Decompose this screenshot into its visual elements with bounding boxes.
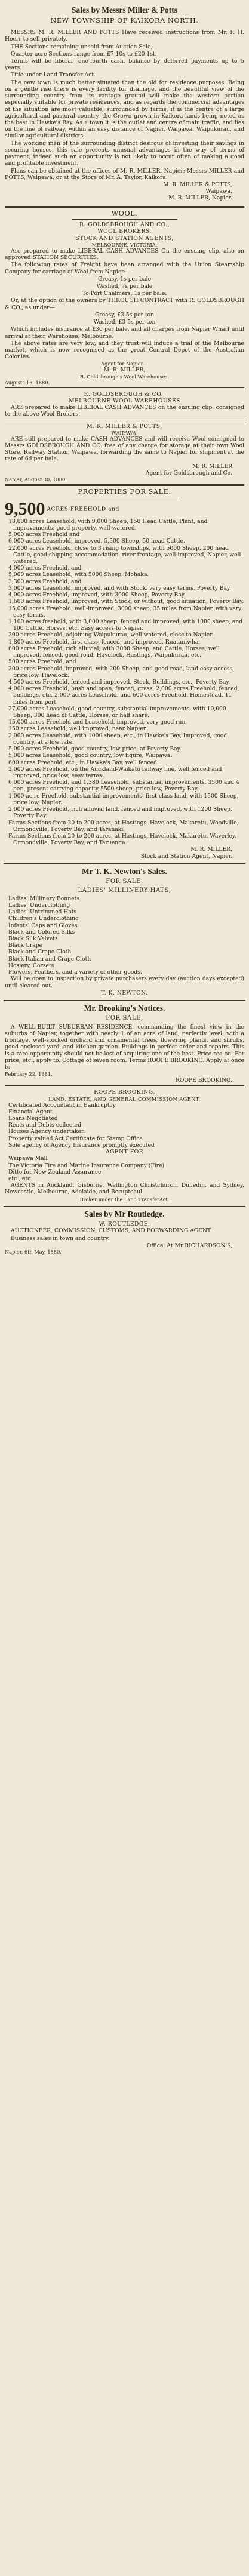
list-item: 5,000 acres Leasehold, with 5000 Sheep, Mohaka. <box>8 571 149 578</box>
list-item: Black Silk Velvets <box>8 935 58 942</box>
ad-title: WOOL. <box>111 209 138 217</box>
date: Napier, 6th May, 1880. <box>5 1249 62 1255</box>
firm-name: ROOPE BROOKING, <box>94 1089 155 1096</box>
broker-line: Broker under the Land TransferAct. <box>79 1196 170 1202</box>
rate-line: Greasy, 1s per bale <box>97 275 152 282</box>
list-item: Farms Sections from 20 to 200 acres, at Hastings, Havelock, Makaretu, Waverley, Ormondville, Poverty Bay, and Taruenga. <box>8 832 236 847</box>
list-item: 18,000 acres Leasehold, with 9,000 Sheep, 150 Head Cattle, Plant, and improvements; good property, well-watered. <box>8 518 208 531</box>
list-item: Black Italian and Crape Cloth <box>8 955 91 962</box>
paragraph: The new town is much better situated than the old for residence purposes. Being on a gentle rise there is every facility for drainage, and the beautiful view of the surrounding country from its vantage ground will make the western portion especially suitable for private residences, and as regards the commercial advantages of the situation are most valuable; surrounded by farms, it is the centre of a large agricultural and pastoral country, the Crown grown in Kaikora lands being noted as the best in Hawke's Bay. As a town it is the outlet and centre of main traffic, and lies on the line of railway, within an easy distance of Napier, Waipawa, Waipukurau, and similar agricultural districts. <box>5 79 244 140</box>
firm-name: R. GOLDSBROUGH AND CO., <box>79 221 170 229</box>
paragraph: The working men of the surrounding district desirous of investing their savings in securing houses, this sale presents unusual advantages in the way of terms of payment; indeed such an opportunity is not likely to occur often of making a good and profitable investment. <box>5 140 244 167</box>
signature: Agent for Goldsbrough and Co. <box>145 469 232 476</box>
list-item: Financial Agent <box>8 1108 53 1115</box>
section-header: Mr T. K. Newton's Sales. <box>82 866 167 876</box>
firm-name: W. ROUTLEDGE, <box>99 1221 150 1228</box>
routledge-section <box>4 1206 245 1258</box>
signature: M. R. MILLER, Napier. <box>168 195 232 202</box>
rate-line: To Port Chalmers, 1s per bale. <box>82 290 167 297</box>
divider <box>5 387 244 389</box>
list-item: Ladies' Underclothing <box>8 901 70 909</box>
paragraph: Which includes insurance at £30 per bale, and all charges from Napier Wharf until arrival at their Warehouse, Melbourne. <box>5 326 244 340</box>
signature: R. Goldsbrough's Wool Warehouses. <box>79 373 170 380</box>
agent-list <box>5 1155 244 1182</box>
firm-name: STOCK AND STATION AGENTS, <box>75 235 174 242</box>
divider <box>5 1085 244 1087</box>
divider <box>5 420 244 421</box>
paragraph: Quarter-acre Sections range from £7 10s to £20 1st. <box>11 50 157 57</box>
signature: T. K. NEWTON. <box>101 989 148 996</box>
property-lead <box>5 500 244 518</box>
list-item: 150 acres Leasehold, well improved, near Napier. <box>8 725 147 733</box>
lead-text: ACRES FREEHOLD and <box>47 506 119 513</box>
signature: M. R. MILLER, <box>190 846 232 853</box>
paragraph: The following rates of Freight have been arranged with the Union Steamship Company for carriage of Wool from Napier:— <box>5 261 244 275</box>
big-number: 9,500 <box>5 498 45 519</box>
list-item: Houses Agency undertaken <box>8 1128 85 1135</box>
section-header: Mr. Brooking's Notices. <box>84 1003 165 1012</box>
list-item: 2,000 acres Leasehold, with 1000 sheep, etc., in Hawke's Bay, Improved, good country, at a low rate. <box>8 732 228 746</box>
list-item: 4,000 acres Freehold, and <box>8 565 82 572</box>
list-item: Sole agency of Agency Insurance promptly executed <box>8 1141 155 1149</box>
list-item: 22,000 acres Freehold, close to 3 rising townships, with 5000 Sheep, 200 head Cattle, good shipping accommodation, river frontage, well-improved, Napier, well watered. <box>8 544 241 565</box>
signature: M. R. MILLER, <box>103 367 146 374</box>
list-item: Property valued Act Certificate for Stamp Office <box>8 1135 143 1142</box>
ad-title: FOR SALE, <box>106 878 143 885</box>
date: Augusts 13, 1880. <box>5 379 50 386</box>
service-list <box>5 1102 244 1149</box>
divider <box>5 484 244 486</box>
list-item: Rents and Debts collected <box>8 1122 81 1129</box>
list-item: etc., etc. <box>8 1175 33 1182</box>
list-item: 2,000 acres Freehold, rich alluvial land, fenced and improved, with 1200 Sheep, Poverty Bay. <box>8 806 232 820</box>
paragraph: ARE still prepared to make CASH ADVANCES and will receive Wool consigned to Messrs GOLDSBROUGH AND CO. free of any charge for storage at their own Wool Store, Railway Station, Waipawa, forwarding the same to Napier for shipment at the rate of 6d per bale. <box>5 435 244 463</box>
list-item: Infants' Caps and Gloves <box>8 922 78 929</box>
signature: M. R. MILLER & POTTS, <box>163 181 232 188</box>
paragraph: MESSRS M. R. MILLER AND POTTS Have received instructions from Mr. F. H. Hoerr to sell privately, <box>5 29 244 43</box>
signature: Waipawa, <box>205 188 232 195</box>
signature: ROOPE BROOKING. <box>176 1077 232 1084</box>
paragraph: A WELL-BUILT SUBURBAN RESIDENCE, commanding the finest view in the suburbs of Napier, together with nearly 1 of an acre of land, perfectly level, with a frontage, well-stocked orchard and ornamental trees, flowering plants, and shrubs, good enclosed yard, and kitchen garden. Buildings in perfect order and repairs. This is a rare opportunity should not be lost of acquiring one of the best. Price rea on. For price, etc., apply to. Cottage of seven room. Terms ROOPE BROOKING. Apply at once to <box>5 1023 244 1070</box>
list-item: 6,000 acres Leasehold, improved, 5,500 Sheep, 50 head Cattle. <box>8 538 185 545</box>
list-item: 5,000 acres Leasehold, good country, low figure, Waipawa. <box>8 752 173 759</box>
place: WAIPAWA, <box>111 429 138 436</box>
rate-line: Washed, 7s per bale <box>96 283 153 290</box>
miller-section <box>4 2 245 863</box>
agent-label: AGENT FOR <box>105 1149 144 1156</box>
date: February 22, 1881. <box>5 1071 53 1078</box>
ad-title: R. GOLDSBROUGH & CO., <box>84 390 165 398</box>
list-item: 4,000 acres Freehold, improved, with 3000 Sheep, Poverty Bay. <box>8 592 186 599</box>
signature: M. R. MILLER <box>192 463 232 470</box>
list-item: 3,000 acres Leasehold, improved, and with Stock, very easy terms, Poverty Bay. <box>8 584 231 592</box>
list-item: Black and Colored Silks <box>8 928 75 935</box>
list-item: 1,100 acres freehold, with 3,000 sheep, fenced and improved, with 1000 sheep, and 100 Cattle, Horses, etc. Easy access to Napier. <box>8 618 243 632</box>
paragraph: Plans can be obtained at the offices of M. R. MILLER, Napier; Messrs MILLER and POTTS, Waipawa; or at the Store of Mr. A. Taylor, Kaikora. <box>5 167 244 181</box>
place: MELBOURNE, VICTORIA. <box>91 241 158 248</box>
list-item: Certificated Accountant in Bankruptcy <box>8 1101 116 1109</box>
paragraph: Title under Land Transfer Act. <box>11 72 96 79</box>
list-item: Children's Underclothing <box>8 915 79 922</box>
paragraph: The above rates are very low, and they trust will induce a trial of the Melbourne market, which is now recognised as the great Central Depot of the Australian Colonies. <box>5 340 244 361</box>
list-item: 1,800 acres Freehold, first class, fenced, and improved, Ruataniwha. <box>8 638 201 645</box>
section-header: Sales by Messrs Miller & Potts <box>71 5 178 14</box>
list-item: Hosiery, Corsets <box>8 962 54 969</box>
ad-title: MELBOURNE WOOL WAREHOUSES <box>69 397 180 404</box>
paragraph: AUCTIONEER, COMMISSION, CUSTOMS, AND FORWARDING AGENT. <box>11 1227 212 1235</box>
list-item: 500 acres Freehold, and <box>8 658 76 666</box>
ad-title: FOR SALE, <box>106 1015 143 1022</box>
agent-label: Agent for Napier— <box>101 361 148 367</box>
property-list <box>5 518 244 847</box>
list-item: 5,000 acres Freehold, good country, low price, at Poverty Bay. <box>8 746 182 753</box>
divider <box>72 219 177 220</box>
divider <box>5 206 244 208</box>
list-item: Waipawa Mall <box>8 1155 48 1162</box>
list-item: 200 acres Freehold, improved, with 200 Sheep, and good road, land easy access, price low. Havelock. <box>8 665 235 679</box>
paragraph: Are prepared to make LIBERAL CASH ADVANCES On the ensuing clip, also on approved STATION SECURITIES. <box>5 247 244 261</box>
list-item: 15,000 acres Freehold and Leasehold, improved, very good run. <box>8 719 187 726</box>
paragraph: Or, at the option of the owners by THROUGH CONTRACT with R. GOLDSBROUGH & CO., as under— <box>5 297 244 311</box>
list-item: 27,000 acres Leasehold, good country, substantial improvements, with 10,000 Sheep, 300 head of Cattle, Horses, or half share. <box>8 705 226 719</box>
firm-sub: LAND, ESTATE, AND GENERAL COMMISSION AGENT, <box>48 1095 201 1102</box>
newspaper-column <box>4 0 245 1258</box>
list-item: 300 acres Freehold, adjoining Waipukurau, well watered, close to Napier. <box>8 632 214 639</box>
list-item: 4,000 acres Freehold, bush and open, fenced, grass, 2,000 acres Freehold, fenced, buildings, etc. 2,000 acres Leasehold, and 600 acres Freehold. Homestead, 11 miles from port. <box>8 685 239 706</box>
paragraph: Terms will be liberal—one-fourth cash, balance by deferred payments up to 5 years. <box>5 58 244 72</box>
firm-name: WOOL BROKERS, <box>97 228 152 235</box>
ad-title: LADIES' MILLINERY HATS, <box>78 887 171 894</box>
newton-section <box>4 863 245 1000</box>
ad-title: PROPERTIES FOR SALE. <box>78 488 171 496</box>
list-item: 1,000 ac.re Freehold, substantial improvements, first-class land, with 1500 Sheep, price low, Napier. <box>8 792 239 806</box>
list-item: 1,600 acres Freehold, improved, with Stock, or without, good situation, Poverty Bay. <box>8 598 244 605</box>
paragraph: ARE prepared to make LIBERAL CASH ADVANCES on the ensuing clip, consigned to the above Wool Brokers. <box>5 404 244 418</box>
list-item: 2,000 acres Freehold, on the Auckland-Waikato railway line, well fenced and improved, price low, easy terms. <box>8 765 222 779</box>
list-item: Flowers, Feathers, and a variety of other goods. <box>8 969 142 976</box>
ad-title: M. R. MILLER & POTTS, <box>87 423 162 430</box>
ad-title: NEW TOWNSHIP OF KAIKORA NORTH. <box>50 17 199 25</box>
list-item: 3,300 acres Freehold, and <box>8 578 82 585</box>
list-item: 4,500 acres Freehold, fenced and improved, Stock, Buildings, etc., Poverty Bay. <box>8 678 230 685</box>
list-item: Ditto for New Zealand Assurance <box>8 1168 102 1175</box>
signature: Stock and Station Agent, Napier. <box>140 852 232 860</box>
paragraph: AGENTS in Auckland, Gisborne, Wellington Christchurch, Dunedin, and Sydney, Newcastle, Melbourne, Adelaide, and Beruptchul. <box>5 1182 244 1196</box>
list-item: Loans Negotiated <box>8 1115 58 1122</box>
paragraph: Will be open to inspection by private purchasers every day (auction days excepted) until cleared out. <box>5 975 244 989</box>
rate-line: Greasy, £3 5s per ton <box>94 311 155 318</box>
list-item: Farms Sections from 20 to 200 acres, at Hastings, Havelock, Makaretu, Woodville, Ormondville, Poverty Bay, and Taranaki. <box>8 819 239 833</box>
goods-list <box>5 895 244 976</box>
paragraph: THE Sections remaining unsold from Auction Sale, <box>11 43 153 50</box>
list-item: 6,000 acres Freehold, and 1,380 Leasehold, substantial improvements, 3500 and 4 per., present carrying capacity 5500 sheep, price low, Poverty Bay. <box>8 779 239 793</box>
list-item: The Victoria Fire and Marine Insurance Company (Fire) <box>8 1162 165 1169</box>
list-item: 15,000 acres Freehold, well-improved, 3000 sheep, 35 miles from Napier, with very easy terms. <box>8 605 242 618</box>
paragraph: Business sales in town and country. <box>11 1235 110 1242</box>
list-item: 600 acres Freehold, rich alluvial, with 3000 Sheep, and Cattle, Horses, well improved, fenced, good road, Havelock, Hastings, Waipukurau, etc. <box>8 645 220 659</box>
list-item: Black and Crape Cloth <box>8 949 72 956</box>
rate-line: Washed, £3 5s per ton <box>93 319 156 326</box>
list-item: Ladies' Millinery Bonnets <box>8 895 79 902</box>
list-item: 5,000 acres Freehold and <box>8 531 80 538</box>
list-item: Ladies' Untrimmed Hats <box>8 909 77 916</box>
list-item: 600 acres Freehold, etc., in Hawke's Bay, well fenced. <box>8 759 159 766</box>
office-line: Office: At Mr RICHARDSON'S, <box>146 1242 232 1249</box>
date: Napier, August 30, 1880. <box>5 476 67 483</box>
list-item: Black Crape <box>8 942 43 949</box>
brooking-section <box>4 1000 245 1206</box>
section-header: Sales by Mr Routledge. <box>84 1209 165 1218</box>
